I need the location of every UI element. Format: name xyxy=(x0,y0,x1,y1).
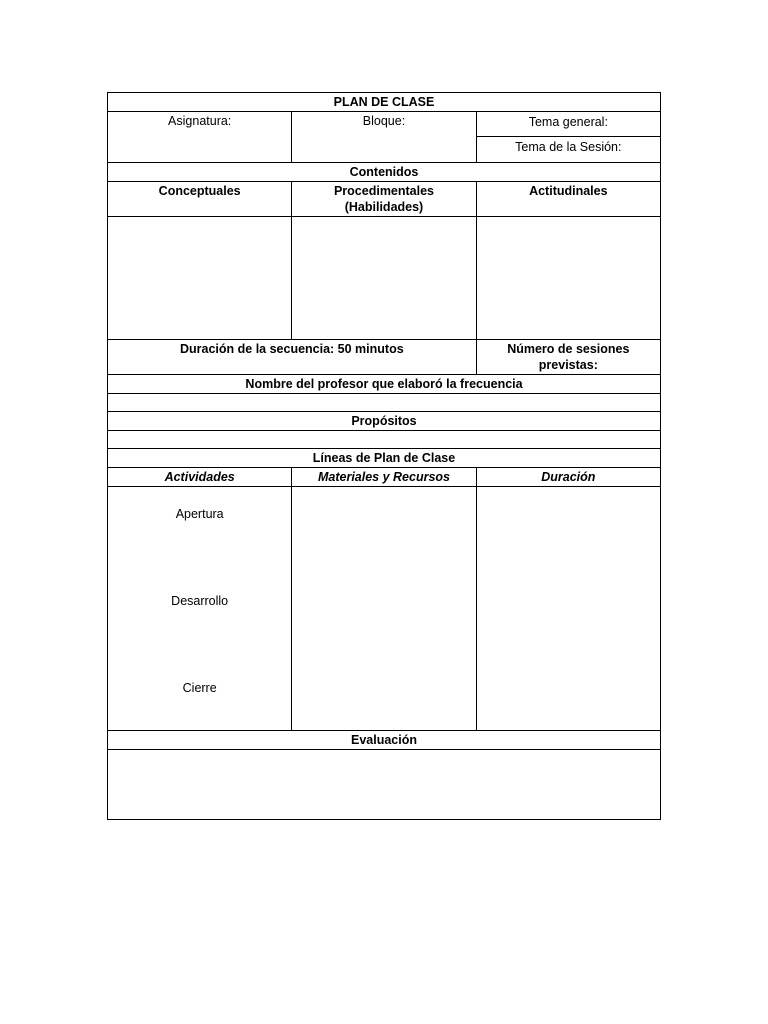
actitudinales-input[interactable] xyxy=(476,217,660,340)
propositos-input[interactable] xyxy=(108,431,661,449)
duracion-input[interactable] xyxy=(476,487,660,731)
procedimentales-header xyxy=(292,182,476,217)
profesor-input[interactable] xyxy=(108,394,661,412)
sesiones-cell[interactable] xyxy=(476,340,660,375)
activity-desarrollo: Desarrollo xyxy=(171,594,229,608)
materiales-header: Materiales y Recursos xyxy=(292,468,476,487)
sesiones-label-1: Número de sesiones xyxy=(507,342,630,356)
conceptuales-header: Conceptuales xyxy=(108,182,292,217)
actitudinales-header: Actitudinales xyxy=(476,182,660,217)
evaluacion-header: Evaluación xyxy=(108,731,661,750)
bloque-cell[interactable] xyxy=(292,112,476,163)
asignatura-label: Asignatura: xyxy=(168,114,232,128)
activity-cierre: Cierre xyxy=(182,681,217,695)
tema-sesion-cell[interactable] xyxy=(476,137,660,163)
lineas-header: Líneas de Plan de Clase xyxy=(108,449,661,468)
profesor-header: Nombre del profesor que elaboró la frecuencia xyxy=(108,375,661,394)
form-title: PLAN DE CLASE xyxy=(108,93,661,112)
tema-sesion-label: Tema de la Sesión: xyxy=(515,140,622,154)
procedimentales-input[interactable] xyxy=(292,217,476,340)
duracion-header: Duración xyxy=(476,468,660,487)
procedimentales-label: Procedimentales xyxy=(333,184,435,198)
contenidos-header: Contenidos xyxy=(108,163,661,182)
duracion-cell xyxy=(108,340,477,375)
habilidades-label: (Habilidades) xyxy=(344,200,424,214)
tema-general-cell[interactable] xyxy=(476,112,660,137)
materiales-input[interactable] xyxy=(292,487,476,731)
lesson-plan-table xyxy=(107,92,661,820)
actividades-cell[interactable] xyxy=(108,487,292,731)
evaluacion-input[interactable] xyxy=(108,750,661,820)
actividades-header: Actividades xyxy=(108,468,292,487)
asignatura-cell[interactable] xyxy=(108,112,292,163)
lesson-plan-form xyxy=(107,92,661,820)
bloque-label: Bloque: xyxy=(362,114,406,128)
propositos-header: Propósitos xyxy=(108,412,661,431)
duracion-label: Duración de la secuencia: 50 minutos xyxy=(179,342,404,356)
tema-general-label: Tema general: xyxy=(528,115,608,129)
sesiones-label-2: previstas: xyxy=(538,358,598,372)
conceptuales-input[interactable] xyxy=(108,217,292,340)
activity-apertura: Apertura xyxy=(175,507,224,521)
